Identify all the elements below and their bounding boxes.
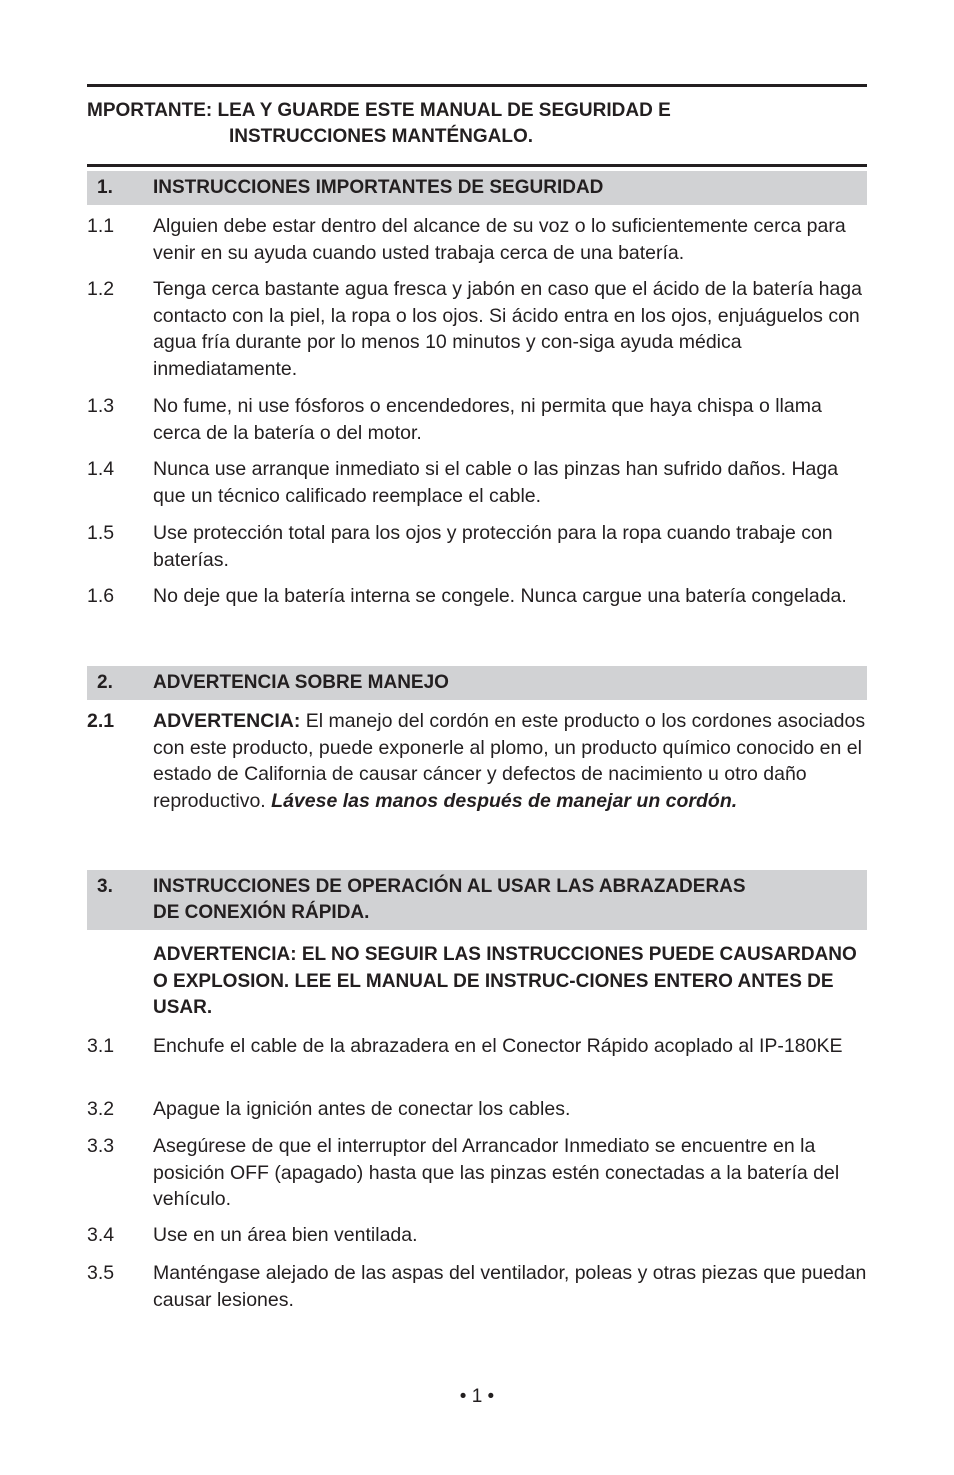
top-rule — [87, 84, 867, 87]
item-2-1 — [87, 708, 867, 814]
item-text: Alguien debe estar dentro del alcance de su voz o lo suficientemente cerca para venir en su ayuda cuando usted trabaja cerca de una batería. — [153, 215, 846, 264]
section-3-title-line-2: DE CONEXIÓN RÁPIDA. — [153, 902, 370, 923]
item-number: 3.5 — [87, 1262, 115, 1284]
item-text: Manténgase alejado de las aspas del ventilador, poleas y otras piezas que puedan causar lesiones. — [153, 1262, 867, 1311]
warning-lead: ADVERTENCIA: — [153, 710, 301, 732]
section-1-title: INSTRUCCIONES IMPORTANTES DE SEGURIDAD — [153, 177, 604, 198]
item-1-2 — [87, 276, 867, 382]
item-number: 2.1 — [87, 710, 115, 732]
item-number: 1.6 — [87, 585, 115, 607]
item-number: 3.1 — [87, 1035, 115, 1057]
section-3-title-line-1: INSTRUCCIONES DE OPERACIÓN AL USAR LAS ABRAZADERAS — [153, 876, 746, 897]
important-line-1: MPORTANTE: LEA Y GUARDE ESTE MANUAL DE SEGURIDAD E — [87, 100, 671, 121]
item-3-4 — [87, 1222, 867, 1249]
item-text: Enchufe el cable de la abrazadera en el Conector Rápido acoplado al IP-180KE — [153, 1035, 843, 1057]
section-1-number: 1. — [97, 177, 113, 198]
item-1-6 — [87, 583, 867, 610]
important-line-2: INSTRUCCIONES MANTÉNGALO. — [229, 126, 533, 147]
section-3-number: 3. — [97, 876, 113, 897]
item-text: Apague la ignición antes de conectar los cables. — [153, 1098, 571, 1120]
item-text: No fume, ni use fósforos o encendedores, ni permita que haya chispa o llama cerca de la batería o del motor. — [153, 395, 822, 444]
item-3-2 — [87, 1096, 867, 1123]
section-2-number: 2. — [97, 672, 113, 693]
warning-emphasis: Lávese las manos después de manejar un cordón. — [271, 789, 738, 812]
item-text: Asegúrese de que el interruptor del Arrancador Inmediato se encuentre en la posición OFF (apagado) hasta que las pinzas estén conectadas a la batería del vehículo. — [153, 1135, 840, 1210]
item-text — [153, 708, 867, 814]
warning-body: El manejo del cordón en este producto o los cordones asociados con este producto, puede exponerle al plomo, un producto químico conocido en el estado de California de causar cáncer y defectos de nacimiento u otro daño reproductivo. — [153, 710, 866, 812]
item-number: 1.4 — [87, 458, 115, 480]
item-1-5 — [87, 520, 867, 573]
item-number: 3.2 — [87, 1098, 115, 1120]
page-number: • 1 • — [459, 1386, 495, 1407]
item-3-3 — [87, 1133, 867, 1213]
item-text: No deje que la batería interna se congele. Nunca cargue una batería congelada. — [153, 585, 847, 607]
section-rule — [87, 164, 867, 167]
section-1-header — [87, 171, 867, 205]
operation-warning: ADVERTENCIA: EL NO SEGUIR LAS INSTRUCCIONES PUEDE CAUSARDANO O EXPLOSION. LEE EL MANUAL DE INSTRUC-CIONES ENTERO ANTES DE USAR. — [153, 944, 857, 1018]
item-1-4 — [87, 456, 867, 509]
item-3-5 — [87, 1260, 867, 1313]
section-2-title: ADVERTENCIA SOBRE MANEJO — [153, 672, 449, 693]
item-text: Tenga cerca bastante agua fresca y jabón en caso que el ácido de la batería haga contacto con la piel, la ropa o los ojos. Si ácido entra en los ojos, enjuáguelos con agua fría durante por lo menos 10 minutos y con-siga ayuda médica inmediatamente. — [153, 278, 862, 380]
item-3-1 — [87, 1033, 867, 1060]
important-notice — [87, 98, 867, 150]
item-text: Use en un área bien ventilada. — [153, 1224, 418, 1246]
section-2-header — [87, 666, 867, 700]
item-number: 1.2 — [87, 278, 115, 300]
item-number: 1.1 — [87, 215, 115, 237]
item-number: 1.3 — [87, 395, 115, 417]
item-text: Use protección total para los ojos y protección para la ropa cuando trabaje con baterías. — [153, 522, 833, 571]
item-number: 3.4 — [87, 1224, 115, 1246]
item-1-3 — [87, 393, 867, 446]
item-number: 3.3 — [87, 1135, 115, 1157]
section-3-header — [87, 870, 867, 930]
item-1-1 — [87, 213, 867, 266]
item-text: Nunca use arranque inmediato si el cable o las pinzas han sufrido daños. Haga que un técnico calificado reemplace el cable. — [153, 458, 839, 507]
item-number: 1.5 — [87, 522, 115, 544]
